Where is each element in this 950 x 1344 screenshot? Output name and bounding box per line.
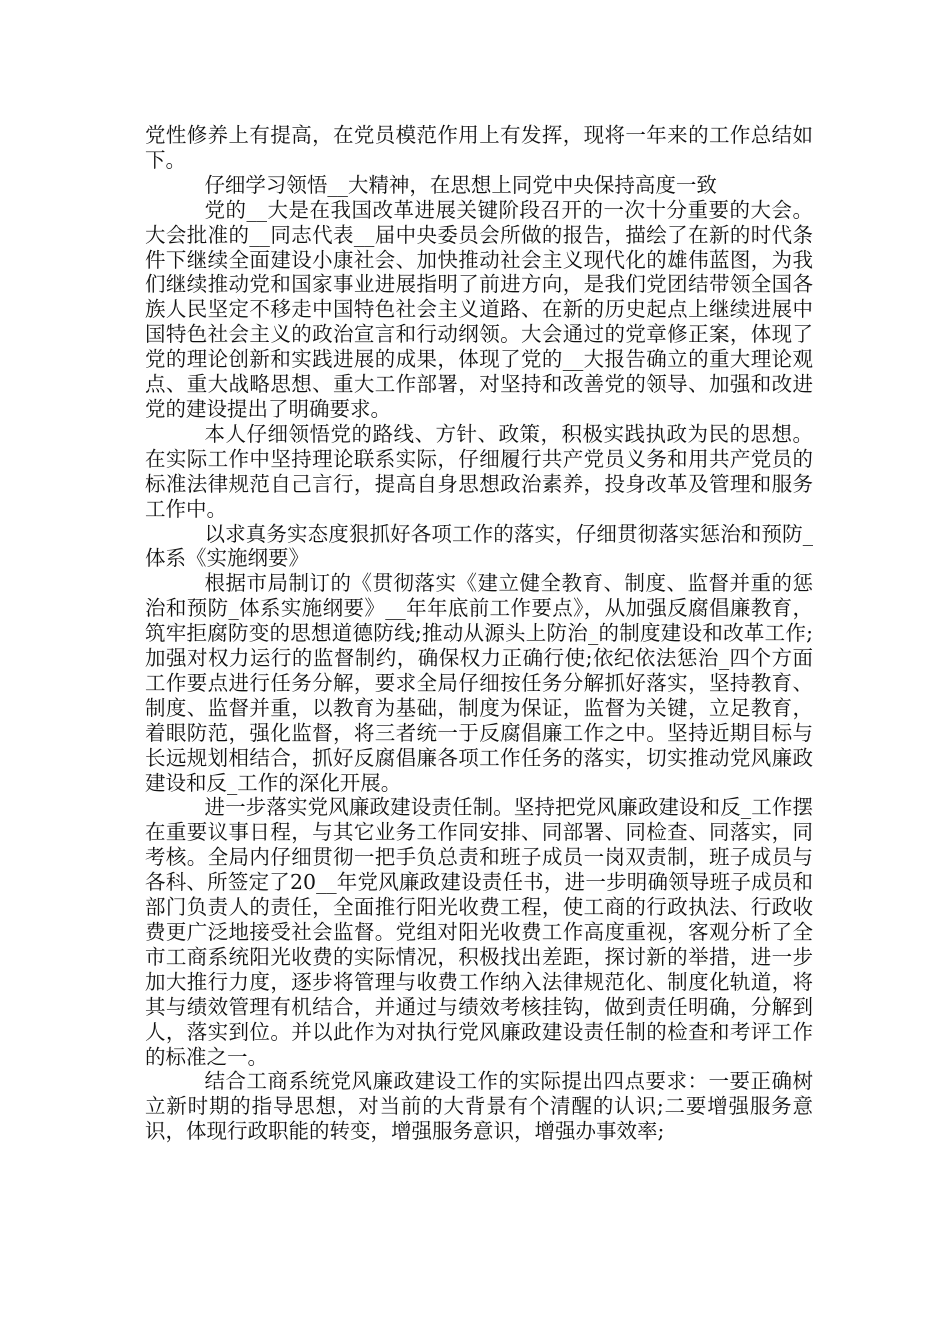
- section-heading: 仔细学习领悟__大精神，在思想上同党中央保持高度一致: [204, 172, 717, 197]
- paragraph: 党的__大是在我国改革进展关键阶段召开的一次十分重要的大会。大会批准的__同志代表__届中央委员会所做的报告，描绘了在新的时代条件下继续全面建设小康社会、加快推动社会主义现代化的雄伟蓝图，为我们继续推动党和国家事业进展指明了前进方向，是我们党团结带领全国各族人民坚定不移走中国特色社会主义道路、在新的历史起点上继续进展中国特色社会主义的政治宣言和行动纲领。大会通过的党章修正案，体现了党的理论创新和实践进展的成果，体现了党的__大报告确立的重大理论观点、重大战略思想、重大工作部署，对坚持和改善党的领导、加强和改进党的建设提出了明确要求。: [145, 197, 813, 421]
- paragraph: 根据市局制订的《贯彻落实《建立健全教育、制度、监督并重的惩治和预防_体系实施纲要》__年年底前工作要点》，从加强反腐倡廉教育，筑牢拒腐防变的思想道德防线;推动从源头上防治_的制度建设和改革工作;加强对权力运行的监督制约，确保权力正确行使;依纪依法惩治_四个方面工作要点进行任务分解，要求全局仔细按任务分解抓好落实，坚持教育、制度、监督并重，以教育为基础，制度为保证，监督为关键，立足教育，着眼防范，强化监督，将三者统一于反腐倡廉工作之中。坚持近期目标与长远规划相结合，抓好反腐倡廉各项工作任务的落实，切实推动党风廉政建设和反_工作的深化开展。: [145, 571, 813, 795]
- paragraph: 结合工商系统党风廉政建设工作的实际提出四点要求：一要正确树立新时期的指导思想，对当前的大背景有个清醒的认识;二要增强服务意识，体现行政职能的转变，增强服务意识，增强办事效率;: [145, 1069, 813, 1144]
- paragraph: 进一步落实党风廉政建设责任制。坚持把党风廉政建设和反_工作摆在重要议事日程，与其它业务工作同安排、同部署、同检查、同落实，同考核。全局内仔细贯彻一把手负总责和班子成员一岗双责制，班子成员与各科、所签定了20__年党风廉政建设责任书，进一步明确领导班子成员和部门负责人的责任，全面推行阳光收费工程，使工商的行政执法、行政收费更广泛地接受社会监督。党组对阳光收费工作高度重视，客观分析了全市工商系统阳光收费的实际情况，积极找出差距，探讨新的举措，进一步加大推行力度，逐步将管理与收费工作纳入法律规范化、制度化轨道，将其与绩效管理有机结合，并通过与绩效考核挂钩，做到责任明确，分解到人，落实到位。并以此作为对执行党风廉政建设责任制的检查和考评工作的标准之一。: [145, 795, 813, 1069]
- document-body: [145, 123, 813, 1144]
- section-heading: 以求真务实态度狠抓好各项工作的落实，仔细贯彻落实惩治和预防_体系《实施纲要》: [145, 521, 813, 571]
- paragraph: 本人仔细领悟党的路线、方针、政策，积极实践执政为民的思想。在实际工作中坚持理论联系实际，仔细履行共产党员义务和用共产党员的标准法律规范自己言行，提高自身思想政治素养，投身改革及管理和服务工作中。: [145, 421, 813, 521]
- paragraph: 党性修养上有提高，在党员模范作用上有发挥，现将一年来的工作总结如下。: [145, 123, 813, 172]
